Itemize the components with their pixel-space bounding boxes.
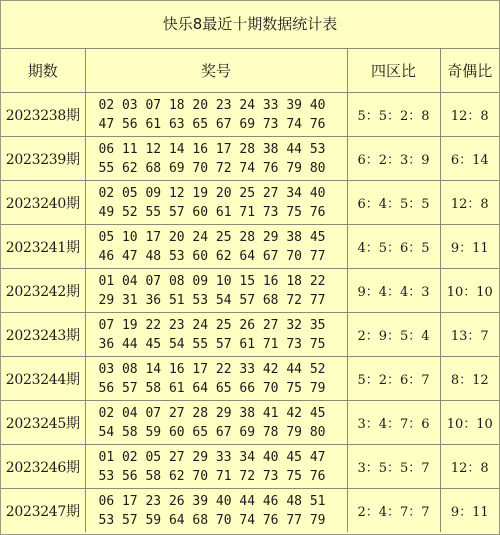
numbers-cell bbox=[85, 357, 347, 401]
table-row bbox=[1, 401, 499, 445]
numbers-line: 01 02 05 27 29 33 34 40 45 47 bbox=[98, 449, 326, 465]
numbers-line: 03 08 14 16 17 22 33 42 44 52 bbox=[98, 361, 326, 377]
numbers-line: 05 10 17 20 24 25 28 29 38 45 bbox=[98, 229, 326, 245]
region-ratio-cell: 5：5：2：8 bbox=[347, 93, 440, 137]
numbers-line: 36 44 45 54 55 57 61 71 73 75 bbox=[98, 336, 326, 352]
numbers-line: 46 47 48 53 60 62 64 67 70 77 bbox=[98, 248, 326, 264]
numbers-cell bbox=[85, 489, 347, 533]
region-ratio-cell: 2：4：7：7 bbox=[347, 489, 440, 533]
table-row bbox=[1, 181, 499, 225]
numbers-line: 07 19 22 23 24 25 26 27 32 35 bbox=[98, 317, 326, 333]
period-cell: 2023246期 bbox=[1, 445, 85, 489]
parity-ratio-cell: 9：11 bbox=[440, 225, 499, 269]
stats-table bbox=[1, 49, 499, 532]
region-ratio-cell: 4：5：6：5 bbox=[347, 225, 440, 269]
numbers-line: 02 03 07 18 20 23 24 33 39 40 bbox=[98, 97, 326, 113]
numbers-line: 06 11 12 14 16 17 28 38 44 53 bbox=[98, 141, 326, 157]
period-cell: 2023243期 bbox=[1, 313, 85, 357]
numbers-line: 02 04 07 27 28 29 38 41 42 45 bbox=[98, 405, 326, 421]
numbers-line: 06 17 23 26 39 40 44 46 48 51 bbox=[98, 493, 326, 509]
period-cell: 2023247期 bbox=[1, 489, 85, 533]
parity-ratio-cell: 9：11 bbox=[440, 489, 499, 533]
table-row bbox=[1, 137, 499, 181]
table-row bbox=[1, 445, 499, 489]
header-region: 四区比 bbox=[347, 49, 440, 93]
region-ratio-cell: 3：5：5：7 bbox=[347, 445, 440, 489]
numbers-cell bbox=[85, 93, 347, 137]
table-row bbox=[1, 269, 499, 313]
numbers-line: 29 31 36 51 53 54 57 68 72 77 bbox=[98, 292, 326, 308]
parity-ratio-cell: 8：12 bbox=[440, 357, 499, 401]
numbers-line: 54 58 59 60 65 67 69 78 79 80 bbox=[98, 424, 326, 440]
period-cell: 2023238期 bbox=[1, 93, 85, 137]
numbers-line: 47 56 61 63 65 67 69 73 74 76 bbox=[98, 116, 326, 132]
numbers-cell bbox=[85, 445, 347, 489]
table-row bbox=[1, 313, 499, 357]
parity-ratio-cell: 10：10 bbox=[440, 401, 499, 445]
header-numbers: 奖号 bbox=[85, 49, 347, 93]
table-row bbox=[1, 357, 499, 401]
region-ratio-cell: 5：2：6：7 bbox=[347, 357, 440, 401]
table-title: 快乐8最近十期数据统计表 bbox=[1, 1, 499, 49]
numbers-cell bbox=[85, 401, 347, 445]
table-row bbox=[1, 225, 499, 269]
numbers-line: 55 62 68 69 70 72 74 76 79 80 bbox=[98, 160, 326, 176]
parity-ratio-cell: 12：8 bbox=[440, 445, 499, 489]
numbers-cell bbox=[85, 137, 347, 181]
table-row bbox=[1, 489, 499, 533]
parity-ratio-cell: 6：14 bbox=[440, 137, 499, 181]
numbers-cell bbox=[85, 269, 347, 313]
header-period: 期数 bbox=[1, 49, 85, 93]
region-ratio-cell: 9：4：4：3 bbox=[347, 269, 440, 313]
region-ratio-cell: 6：4：5：5 bbox=[347, 181, 440, 225]
period-cell: 2023244期 bbox=[1, 357, 85, 401]
region-ratio-cell: 3：4：7：6 bbox=[347, 401, 440, 445]
region-ratio-cell: 2：9：5：4 bbox=[347, 313, 440, 357]
period-cell: 2023245期 bbox=[1, 401, 85, 445]
region-ratio-cell: 6：2：3：9 bbox=[347, 137, 440, 181]
header-row bbox=[1, 49, 499, 93]
parity-ratio-cell: 13：7 bbox=[440, 313, 499, 357]
period-cell: 2023240期 bbox=[1, 181, 85, 225]
numbers-cell bbox=[85, 313, 347, 357]
parity-ratio-cell: 12：8 bbox=[440, 93, 499, 137]
table-row bbox=[1, 93, 499, 137]
period-cell: 2023241期 bbox=[1, 225, 85, 269]
numbers-cell bbox=[85, 181, 347, 225]
numbers-line: 53 57 59 64 68 70 74 76 77 79 bbox=[98, 512, 326, 528]
numbers-cell bbox=[85, 225, 347, 269]
numbers-line: 53 56 58 62 70 71 72 73 75 76 bbox=[98, 468, 326, 484]
numbers-line: 02 05 09 12 19 20 25 27 34 40 bbox=[98, 185, 326, 201]
parity-ratio-cell: 10：10 bbox=[440, 269, 499, 313]
parity-ratio-cell: 12：8 bbox=[440, 181, 499, 225]
period-cell: 2023242期 bbox=[1, 269, 85, 313]
numbers-line: 49 52 55 57 60 61 71 73 75 76 bbox=[98, 204, 326, 220]
period-cell: 2023239期 bbox=[1, 137, 85, 181]
header-parity: 奇偶比 bbox=[440, 49, 499, 93]
numbers-line: 01 04 07 08 09 10 15 16 18 22 bbox=[98, 273, 326, 289]
numbers-line: 56 57 58 61 64 65 66 70 75 79 bbox=[98, 380, 326, 396]
